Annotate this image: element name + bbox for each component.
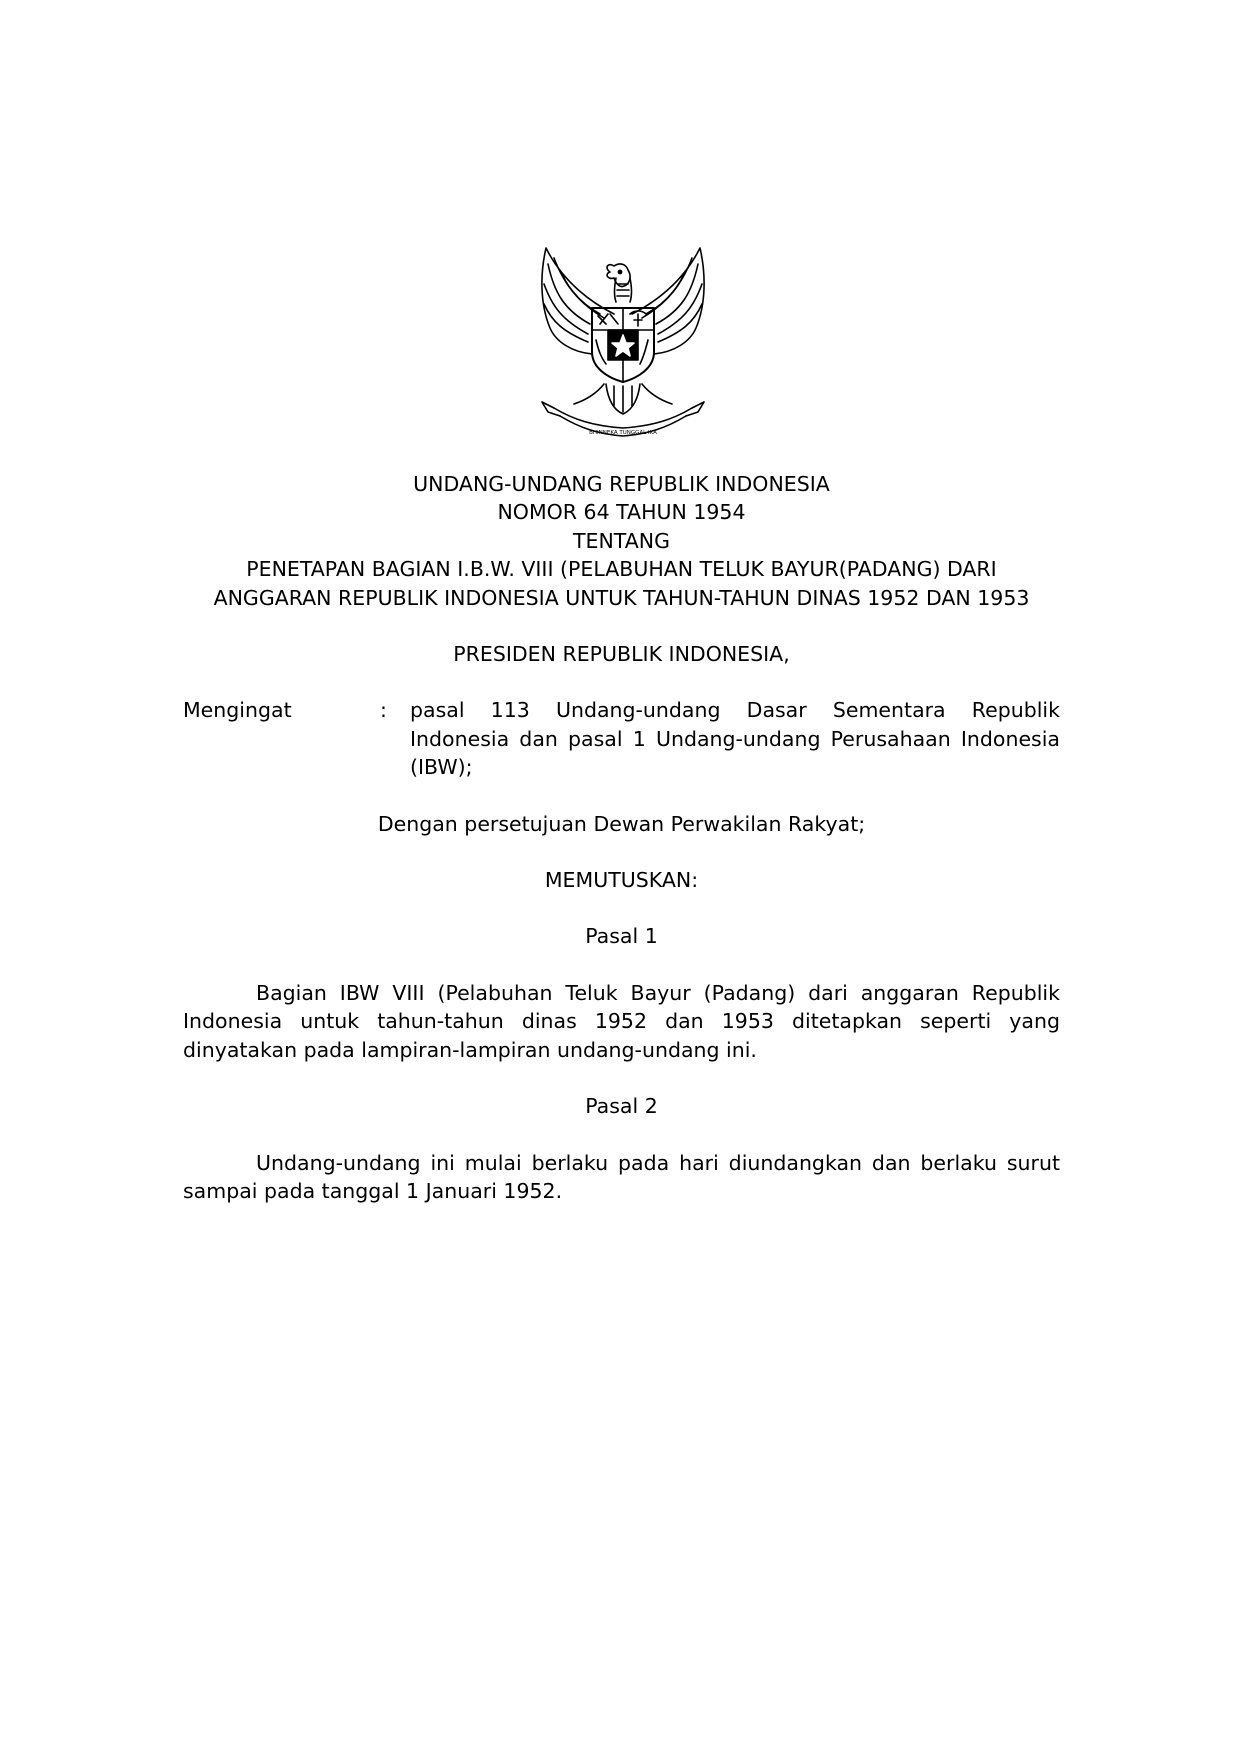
garuda-pancasila-emblem-icon <box>534 244 712 444</box>
pasal-2-heading: Pasal 2 <box>585 1094 658 1119</box>
title-line-5: ANGGARAN REPUBLIK INDONESIA UNTUK TAHUN-TAHUN DINAS 1952 DAN 1953 <box>213 585 1030 610</box>
title-line-4: PENETAPAN BAGIAN I.B.W. VIII (PELABUHAN TELUK BAYUR(PADANG) DARI <box>246 557 997 582</box>
persetujuan-line: Dengan persetujuan Dewan Perwakilan Rakyat; <box>377 811 866 836</box>
mengingat-text: pasal 113 Undang-undang Dasar Sementara Republik Indonesia dan pasal 1 Undang-undang Perusahaan Indonesia (IBW); <box>410 698 1060 780</box>
mengingat-clause <box>183 696 1060 781</box>
president-line: PRESIDEN REPUBLIK INDONESIA, <box>453 642 790 667</box>
pasal-1-heading: Pasal 1 <box>585 924 658 949</box>
document-title <box>183 470 1060 612</box>
memutuskan-heading: MEMUTUSKAN: <box>544 868 699 893</box>
pasal-2-text: Undang-undang ini mulai berlaku pada hari diundangkan dan berlaku surut sampai pada tanggal 1 Januari 1952. <box>183 1150 1060 1203</box>
pasal-1-text: Bagian IBW VIII (Pelabuhan Teluk Bayur (Padang) dari anggaran Republik Indonesia untuk tahun-tahun dinas 1952 dan 1953 ditetapkan seperti yang dinyatakan pada lampiran-lampiran undang-undang ini. <box>183 980 1060 1062</box>
mengingat-colon: : <box>380 698 387 723</box>
title-line-2: NOMOR 64 TAHUN 1954 <box>497 500 746 525</box>
mengingat-label: Mengingat <box>183 698 292 723</box>
document-content <box>183 470 1060 1205</box>
title-line-1: UNDANG-UNDANG REPUBLIK INDONESIA <box>413 472 830 496</box>
emblem-motto: BHINNEKA TUNGGAL IKA <box>589 430 657 436</box>
title-line-3: TENTANG <box>573 528 670 553</box>
